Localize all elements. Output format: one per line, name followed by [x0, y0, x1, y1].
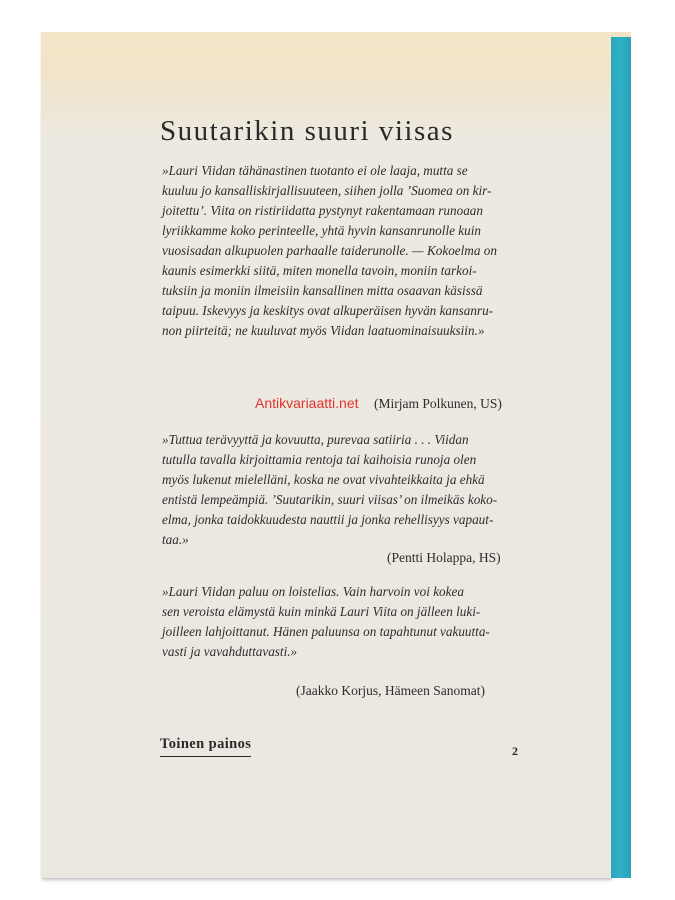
- review-line: tuksiin ja moniin ilmeisiin kansallinen mitta osaavan käsissä: [162, 283, 483, 298]
- review-line: sen veroista elämystä kuin minkä Lauri Viita on jälleen luki-: [162, 604, 481, 619]
- review-line: elma, jonka taidokkuudesta nauttii ja jonka rehellisyys vapaut-: [162, 512, 494, 527]
- review-line: »Lauri Viidan tähänastinen tuotanto ei ole laaja, mutta se: [162, 163, 468, 178]
- review-line: lyriikkamme koko perinteelle, yhtä hyvin kansanrunolle kuin: [162, 223, 481, 238]
- review-3-attribution: (Jaakko Korjus, Hämeen Sanomat): [296, 683, 485, 698]
- review-line: non piirteitä; ne kuuluvat myös Viidan laatuominaisuuksiin.»: [162, 323, 485, 338]
- review-2: [162, 430, 542, 550]
- review-line: myös lukenut mielelläni, koska ne ovat vivahteikkaita ja ehkä: [162, 472, 485, 487]
- watermark: Antikvariaatti.net: [255, 395, 359, 411]
- review-1: [162, 161, 542, 341]
- review-line: joilleen lahjoittanut. Hänen paluunsa on tapahtunut vakuutta-: [162, 624, 490, 639]
- page-number: 2: [512, 744, 518, 758]
- review-line: taa.»: [162, 532, 189, 547]
- review-2-attribution: (Pentti Holappa, HS): [387, 550, 501, 565]
- review-line: »Tuttua terävyyttä ja kovuutta, purevaa satiiria . . . Viidan: [162, 432, 469, 447]
- review-line: vuosisadan alkupuolen parhaalle taiderunolle. — Kokoelma on: [162, 243, 497, 258]
- book-spine: [611, 37, 631, 878]
- review-line: joitettu’. Viita on ristiriidatta pystynyt rakentamaan runoaan: [162, 203, 483, 218]
- review-line: taipuu. Iskevyys ja keskitys ovat alkuperäisen hyvän kansanru-: [162, 303, 494, 318]
- review-line: entistä lempeämpiä. ’Suutarikin, suuri viisas’ on ilmeikäs koko-: [162, 492, 498, 507]
- review-line: tutulla tavalla kirjoittamia rentoja tai kaihoisia runoja olen: [162, 452, 477, 467]
- review-1-attribution: (Mirjam Polkunen, US): [374, 396, 502, 411]
- review-line: kuuluu jo kansalliskirjallisuuteen, siihen jolla ’Suomea on kir-: [162, 183, 492, 198]
- review-line: »Lauri Viidan paluu on loistelias. Vain harvoin voi kokea: [162, 584, 464, 599]
- review-3: [162, 582, 542, 662]
- review-line: kaunis esimerkki siitä, miten monella tavoin, moniin tarkoi-: [162, 263, 477, 278]
- review-line: vasti ja vavahduttavasti.»: [162, 644, 298, 659]
- edition-label: Toinen painos: [160, 736, 251, 757]
- book-title: Suutarikin suuri viisas: [160, 115, 454, 147]
